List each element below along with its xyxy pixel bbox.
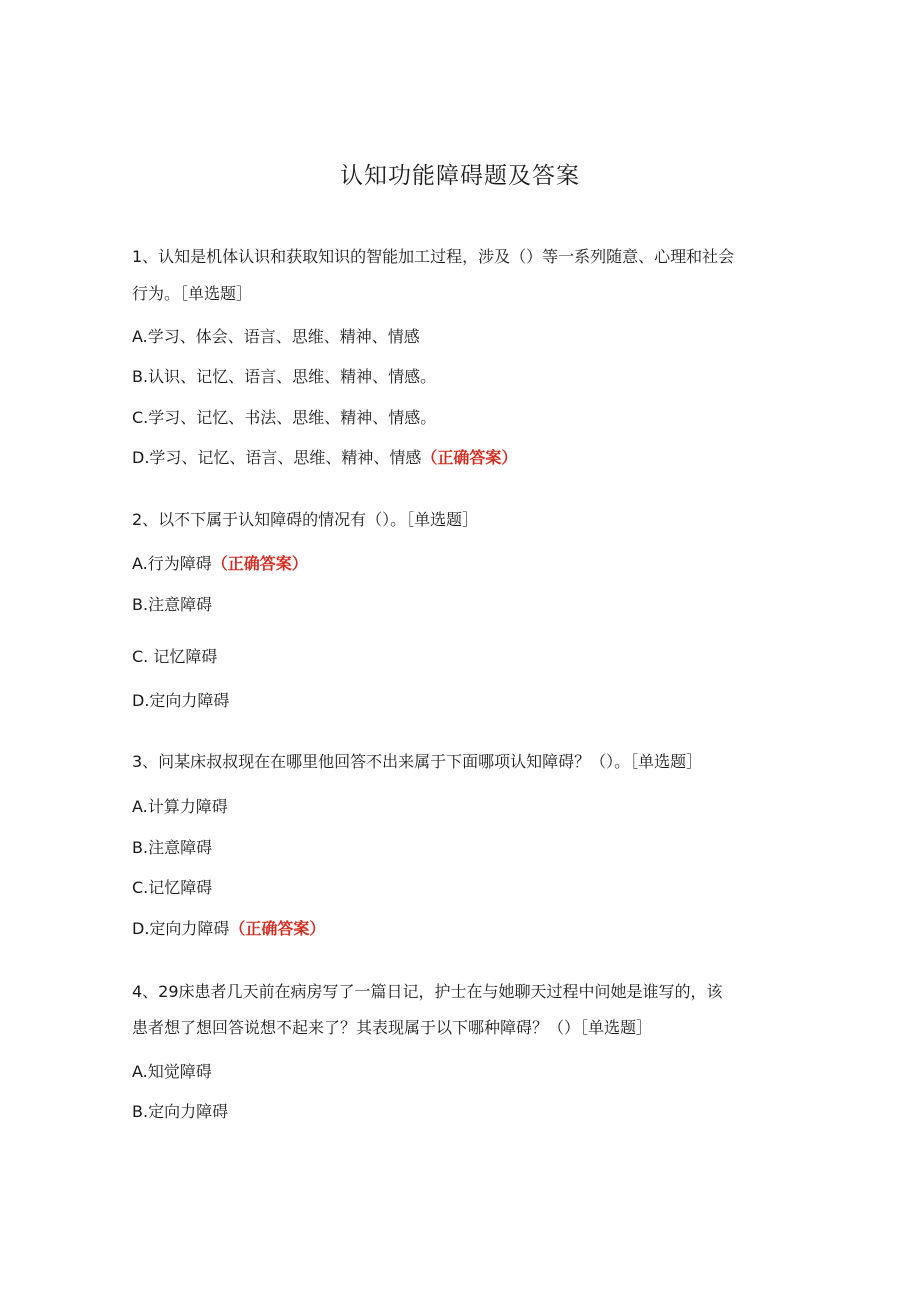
question-4-option-a [132, 1061, 212, 1083]
option-text: A.计算力障碍 [132, 797, 228, 816]
question-3-stem-line-1: 3、问某床叔叔现在在哪里他回答不出来属于下面哪项认知障碍？（）。［单选题］ [132, 752, 703, 771]
question-3-option-c [132, 877, 212, 899]
question-3-option-d [132, 918, 325, 940]
option-text: A.知觉障碍 [132, 1062, 212, 1081]
option-text: B.定向力障碍 [132, 1102, 229, 1121]
option-text: A.行为障碍 [132, 554, 212, 573]
question-2-option-d [132, 690, 229, 712]
option-text: D.定向力障碍 [132, 919, 230, 938]
correct-answer-mark: （正确答案） [421, 448, 518, 467]
question-1-option-c [132, 407, 436, 429]
question-2-stem-line-1: 2、以不下属于认知障碍的情况有（）。［单选题］ [132, 510, 479, 529]
option-text: B.注意障碍 [132, 595, 213, 614]
option-text: C.学习、记忆、书法、思维、精神、情感。 [132, 408, 437, 427]
correct-answer-mark: （正确答案） [211, 554, 308, 573]
question-1-option-a [132, 326, 420, 348]
page-title: 认知功能障碍题及答案 [340, 163, 580, 189]
question-1-stem-line-1: 1、认知是机体认识和获取知识的智能加工过程，涉及（）等一系列随意、心理和社会 [132, 247, 735, 266]
option-text: B.认识、记忆、语言、思维、精神、情感。 [132, 367, 437, 386]
question-1-option-d [132, 447, 517, 469]
question-1-stem-line-2: 行为。［单选题］ [132, 284, 253, 303]
question-3-option-a [132, 796, 228, 818]
question-4-option-b [132, 1101, 228, 1123]
question-2-option-a [132, 553, 308, 575]
question-4-stem-line-1: 4、29床患者几天前在病房写了一篇日记，护士在与她聊天过程中问她是谁写的，该 [132, 982, 723, 1001]
correct-answer-mark: （正确答案） [229, 919, 326, 938]
question-3-option-b [132, 837, 212, 859]
option-text: D.学习、记忆、语言、思维、精神、情感 [132, 448, 422, 467]
option-text: B.注意障碍 [132, 838, 213, 857]
question-4-stem-line-2: 患者想了想回答说想不起来了？其表现属于以下哪种障碍？（）［单选题］ [132, 1018, 653, 1037]
option-text: D.定向力障碍 [132, 691, 230, 710]
option-text: C. 记忆障碍 [132, 647, 218, 666]
question-2-option-c [132, 646, 217, 668]
option-text: C.记忆障碍 [132, 878, 213, 897]
question-2-option-b [132, 594, 212, 616]
option-text: A.学习、体会、语言、思维、精神、情感 [132, 327, 420, 346]
question-1-option-b [132, 366, 436, 388]
